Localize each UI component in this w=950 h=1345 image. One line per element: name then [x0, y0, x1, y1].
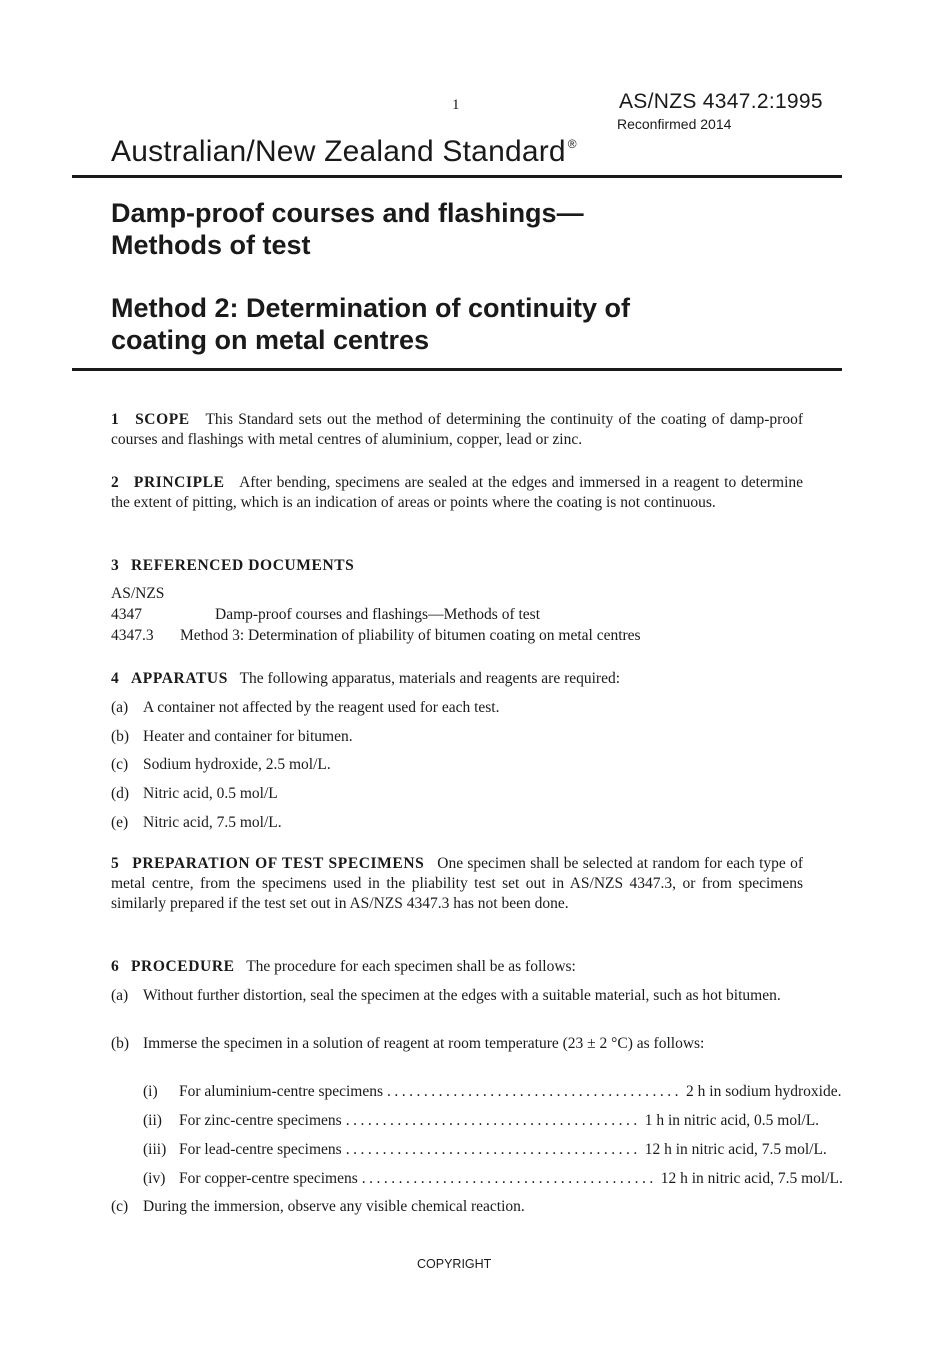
procedure-text: The procedure for each specimen shall be as follows:: [246, 958, 576, 975]
list-item: A container not affected by the reagent used for each test.: [143, 699, 500, 716]
section-scope: [111, 410, 803, 450]
list-item: Sodium hydroxide, 2.5 mol/L.: [143, 756, 331, 773]
referenced-heading: REFERENCED DOCUMENTS: [130, 557, 355, 574]
list-item-label: (a): [111, 699, 129, 716]
dot-leader: ........................................: [361, 1170, 657, 1187]
sub-item-value: 12 h in nitric acid, 7.5 mol/L.: [644, 1141, 827, 1158]
referenced-doc-code: 4347: [111, 606, 142, 623]
list-item: During the immersion, observe any visible chemical reaction.: [143, 1198, 525, 1215]
sub-item: [179, 1169, 843, 1189]
sub-item-text: For zinc-centre specimens: [179, 1112, 342, 1129]
sub-item-text: For lead-centre specimens: [179, 1141, 342, 1158]
section-preparation: [111, 854, 803, 914]
referenced-doc-code: 4347.3: [111, 627, 154, 644]
list-item-label: (b): [111, 1035, 130, 1052]
sub-item: [179, 1082, 842, 1102]
referenced-doc-title: Method 3: Determination of pliability of bitumen coating on metal centres: [180, 627, 641, 644]
copyright-footer: COPYRIGHT: [417, 1257, 492, 1271]
sub-item: [179, 1140, 827, 1160]
sub-item-text: For aluminium-centre specimens: [179, 1083, 384, 1100]
list-item: Heater and container for bitumen.: [143, 728, 353, 745]
title-line-2: Methods of test: [111, 230, 311, 260]
method-title-line-1: Method 2: Determination of continuity of: [111, 293, 630, 323]
section-referenced-documents: [111, 556, 803, 576]
section-principle: [111, 473, 803, 513]
sub-item-value: 12 h in nitric acid, 7.5 mol/L.: [660, 1170, 843, 1187]
scope-number: 1: [111, 411, 120, 428]
section-procedure: [111, 957, 803, 977]
list-item: Nitric acid, 7.5 mol/L.: [143, 814, 282, 831]
referenced-number: 3: [111, 557, 120, 574]
sub-item-label: (i): [143, 1083, 158, 1100]
referenced-prefix: AS/NZS: [111, 585, 165, 602]
procedure-heading: PROCEDURE: [130, 958, 235, 975]
list-item-label: (a): [111, 987, 129, 1004]
preparation-heading: PREPARATION OF TEST SPECIMENS: [132, 855, 425, 872]
sub-item-label: (ii): [143, 1112, 162, 1129]
standard-code: AS/NZS 4347.2:1995: [619, 90, 823, 113]
registered-mark: ®: [567, 137, 577, 151]
list-item-label: (c): [111, 756, 129, 773]
principle-heading: PRINCIPLE: [133, 474, 225, 491]
title-line-1: Damp-proof courses and flashings—: [111, 198, 584, 228]
principle-text: After bending, specimens are sealed at the edges and immersed in a reagent to determine the extent of pitting, which is an indication of areas or points where the coating is not continuous.: [111, 474, 803, 511]
preparation-number: 5: [111, 855, 120, 872]
list-item: Immerse the specimen in a solution of reagent at room temperature (23 ± 2 °C) as follows:: [143, 1035, 705, 1052]
sub-item-value: 2 h in sodium hydroxide.: [686, 1083, 842, 1100]
list-item-label: (c): [111, 1198, 129, 1215]
list-item-label: (e): [111, 814, 129, 831]
referenced-doc-title: Damp-proof courses and flashings—Methods of test: [215, 606, 541, 623]
method-title: [111, 292, 831, 356]
apparatus-heading: APPARATUS: [130, 670, 228, 687]
sub-item-value: 1 h in nitric acid, 0.5 mol/L.: [644, 1112, 820, 1129]
scope-heading: SCOPE: [135, 411, 190, 428]
method-title-line-2: coating on metal centres: [111, 325, 430, 355]
sub-item-label: (iii): [143, 1141, 167, 1158]
dot-leader: ........................................: [345, 1141, 641, 1158]
reconfirmed-date: Reconfirmed 2014: [617, 116, 732, 132]
procedure-number: 6: [111, 958, 120, 975]
sub-item-label: (iv): [143, 1170, 166, 1187]
preparation-text: One specimen shall be selected at random for each type of metal centre, from the specimens used in the pliability test set out in AS/NZS 4347.3, or from specimens similarly prepared if the test set out in AS/NZS 4347.3 has not been done.: [111, 855, 803, 912]
dot-leader: ........................................: [387, 1083, 683, 1100]
top-rule: [72, 175, 842, 178]
standard-name-text: Australian/New Zealand Standard: [111, 135, 566, 168]
apparatus-number: 4: [111, 670, 120, 687]
list-item-label: (b): [111, 728, 130, 745]
dot-leader: ........................................: [345, 1112, 641, 1129]
apparatus-text: The following apparatus, materials and reagents are required:: [239, 670, 621, 687]
sub-item-text: For copper-centre specimens: [179, 1170, 358, 1187]
page-number: 1: [452, 97, 460, 113]
list-item: Without further distortion, seal the specimen at the edges with a suitable material, such as hot bitumen.: [143, 987, 781, 1004]
document-title: [111, 197, 831, 261]
title-bottom-rule: [72, 368, 842, 371]
scope-text: This Standard sets out the method of determining the continuity of the coating of damp-proof courses and flashings with metal centres of aluminium, copper, lead or zinc.: [111, 411, 804, 448]
list-item-label: (d): [111, 785, 130, 802]
principle-number: 2: [111, 474, 120, 491]
sub-item: [179, 1111, 820, 1131]
list-item: Nitric acid, 0.5 mol/L: [143, 785, 278, 802]
standard-name: [111, 135, 577, 169]
section-apparatus: [111, 669, 803, 689]
